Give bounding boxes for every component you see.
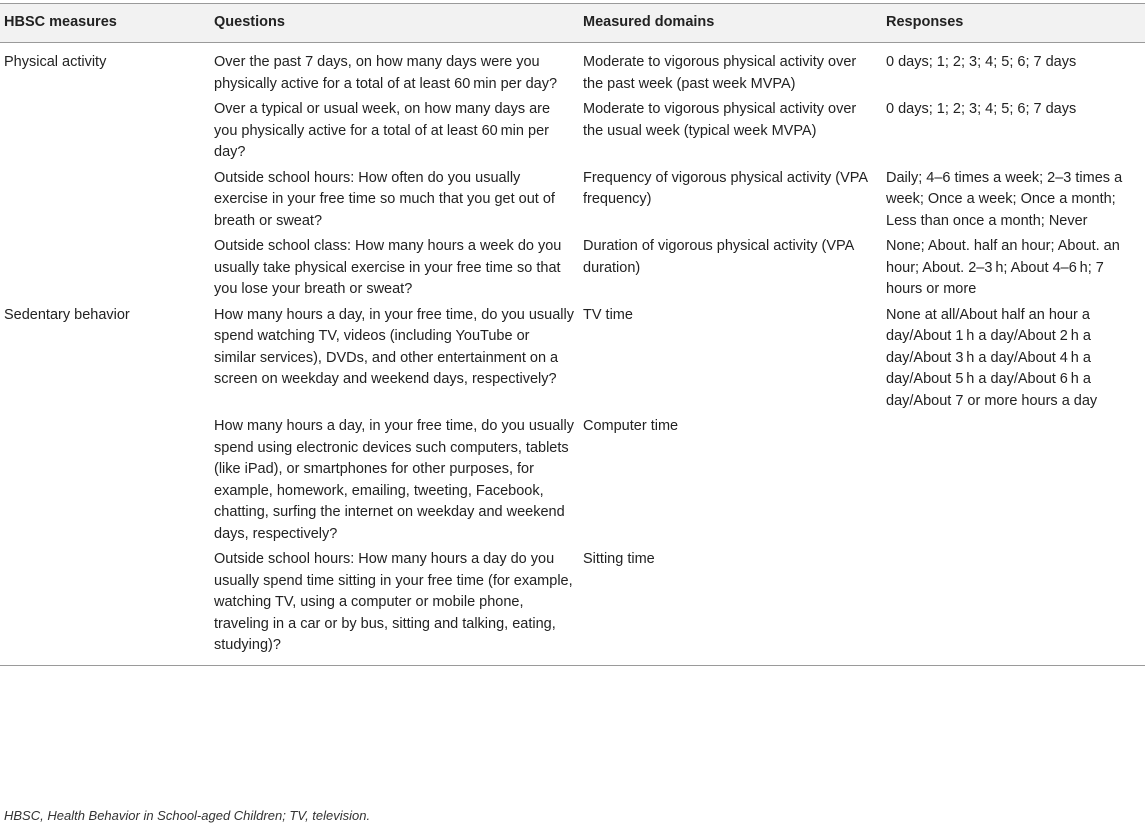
cell-question: How many hours a day, in your free time, do you usually spend watching TV, videos (including YouTube or similar services), DVDs, and other entertainment on a screen on weekday and weekend days, respectively? xyxy=(214,306,574,387)
table-row xyxy=(0,234,1145,303)
cell-domain: Moderate to vigorous physical activity over the usual week (typical week MVPA) xyxy=(583,101,857,139)
header-hbsc-measures: HBSC measures xyxy=(4,14,117,31)
header-responses: Responses xyxy=(886,14,964,31)
cell-question: Outside school hours: How often do you usually exercise in your free time so much that you get out of breath or sweat? xyxy=(214,169,555,229)
header-measured-domains: Measured domains xyxy=(583,14,715,31)
cell-measure: Physical activity xyxy=(4,54,107,70)
hbsc-measures-table-container xyxy=(0,3,1145,666)
cell-question: Over the past 7 days, on how many days were you physically active for a total of at least 60 min per day? xyxy=(214,54,558,92)
cell-measure xyxy=(0,97,210,166)
table-row xyxy=(0,303,1145,415)
header-questions: Questions xyxy=(214,14,285,31)
cell-measure xyxy=(0,166,210,235)
cell-response: None; About. half an hour; About. an hour; About. 2–3 h; About 4–6 h; 7 hours or more xyxy=(886,238,1120,297)
cell-domain: TV time xyxy=(583,306,633,323)
cell-domain: Moderate to vigorous physical activity over the past week (past week MVPA) xyxy=(583,54,857,92)
header-row xyxy=(0,4,1145,43)
cell-question: Over a typical or usual week, on how many days are you physically active for a total of at least 60 min per day? xyxy=(214,101,551,160)
cell-response: 0 days; 1; 2; 3; 4; 5; 6; 7 days xyxy=(886,101,1077,117)
table-footnote: HBSC, Health Behavior in School-aged Children; TV, television. xyxy=(4,808,371,823)
cell-response: Daily; 4–6 times a week; 2–3 times a week; Once a week; Once a month; Less than once a month; Never xyxy=(886,169,1123,229)
table-body xyxy=(0,43,1145,666)
hbsc-measures-table xyxy=(0,3,1145,666)
table-row xyxy=(0,97,1145,166)
cell-question: Outside school class: How many hours a week do you usually take physical exercise in your free time so that you lose your breath or sweat? xyxy=(214,238,562,297)
cell-domain: Sitting time xyxy=(583,551,655,567)
cell-response xyxy=(882,414,1145,547)
table-row xyxy=(0,414,1145,547)
cell-measure xyxy=(0,234,210,303)
cell-domain: Duration of vigorous physical activity (VPA duration) xyxy=(583,238,854,276)
cell-response xyxy=(882,547,1145,665)
cell-response: None at all/About half an hour a day/About 1 h a day/About 2 h a day/About 3 h a day/About 4 h a day/About 5 h a day/About 6 h a day/About 7 or more hours a day xyxy=(886,306,1098,409)
cell-domain: Computer time xyxy=(583,418,679,434)
cell-domain: Frequency of vigorous physical activity (VPA frequency) xyxy=(583,169,868,207)
table-row xyxy=(0,547,1145,665)
cell-response: 0 days; 1; 2; 3; 4; 5; 6; 7 days xyxy=(886,54,1077,70)
cell-question: How many hours a day, in your free time, do you usually spend using electronic devices such computers, tablets (like iPad), or smartphones for other purposes, for example, homework, emailing, tweeting, Facebook, chatting, surfing the internet on weekday and weekend days, respectively? xyxy=(214,418,574,542)
cell-measure xyxy=(0,547,210,665)
cell-measure xyxy=(0,414,210,547)
table-row xyxy=(0,43,1145,98)
table-header xyxy=(0,4,1145,43)
table-row xyxy=(0,166,1145,235)
cell-question: Outside school hours: How many hours a day do you usually spend time sitting in your free time (for example, watching TV, using a computer or mobile phone, traveling in a car or by bus, sitting and talking, eating, studying)? xyxy=(214,551,573,653)
cell-measure: Sedentary behavior xyxy=(4,306,130,323)
